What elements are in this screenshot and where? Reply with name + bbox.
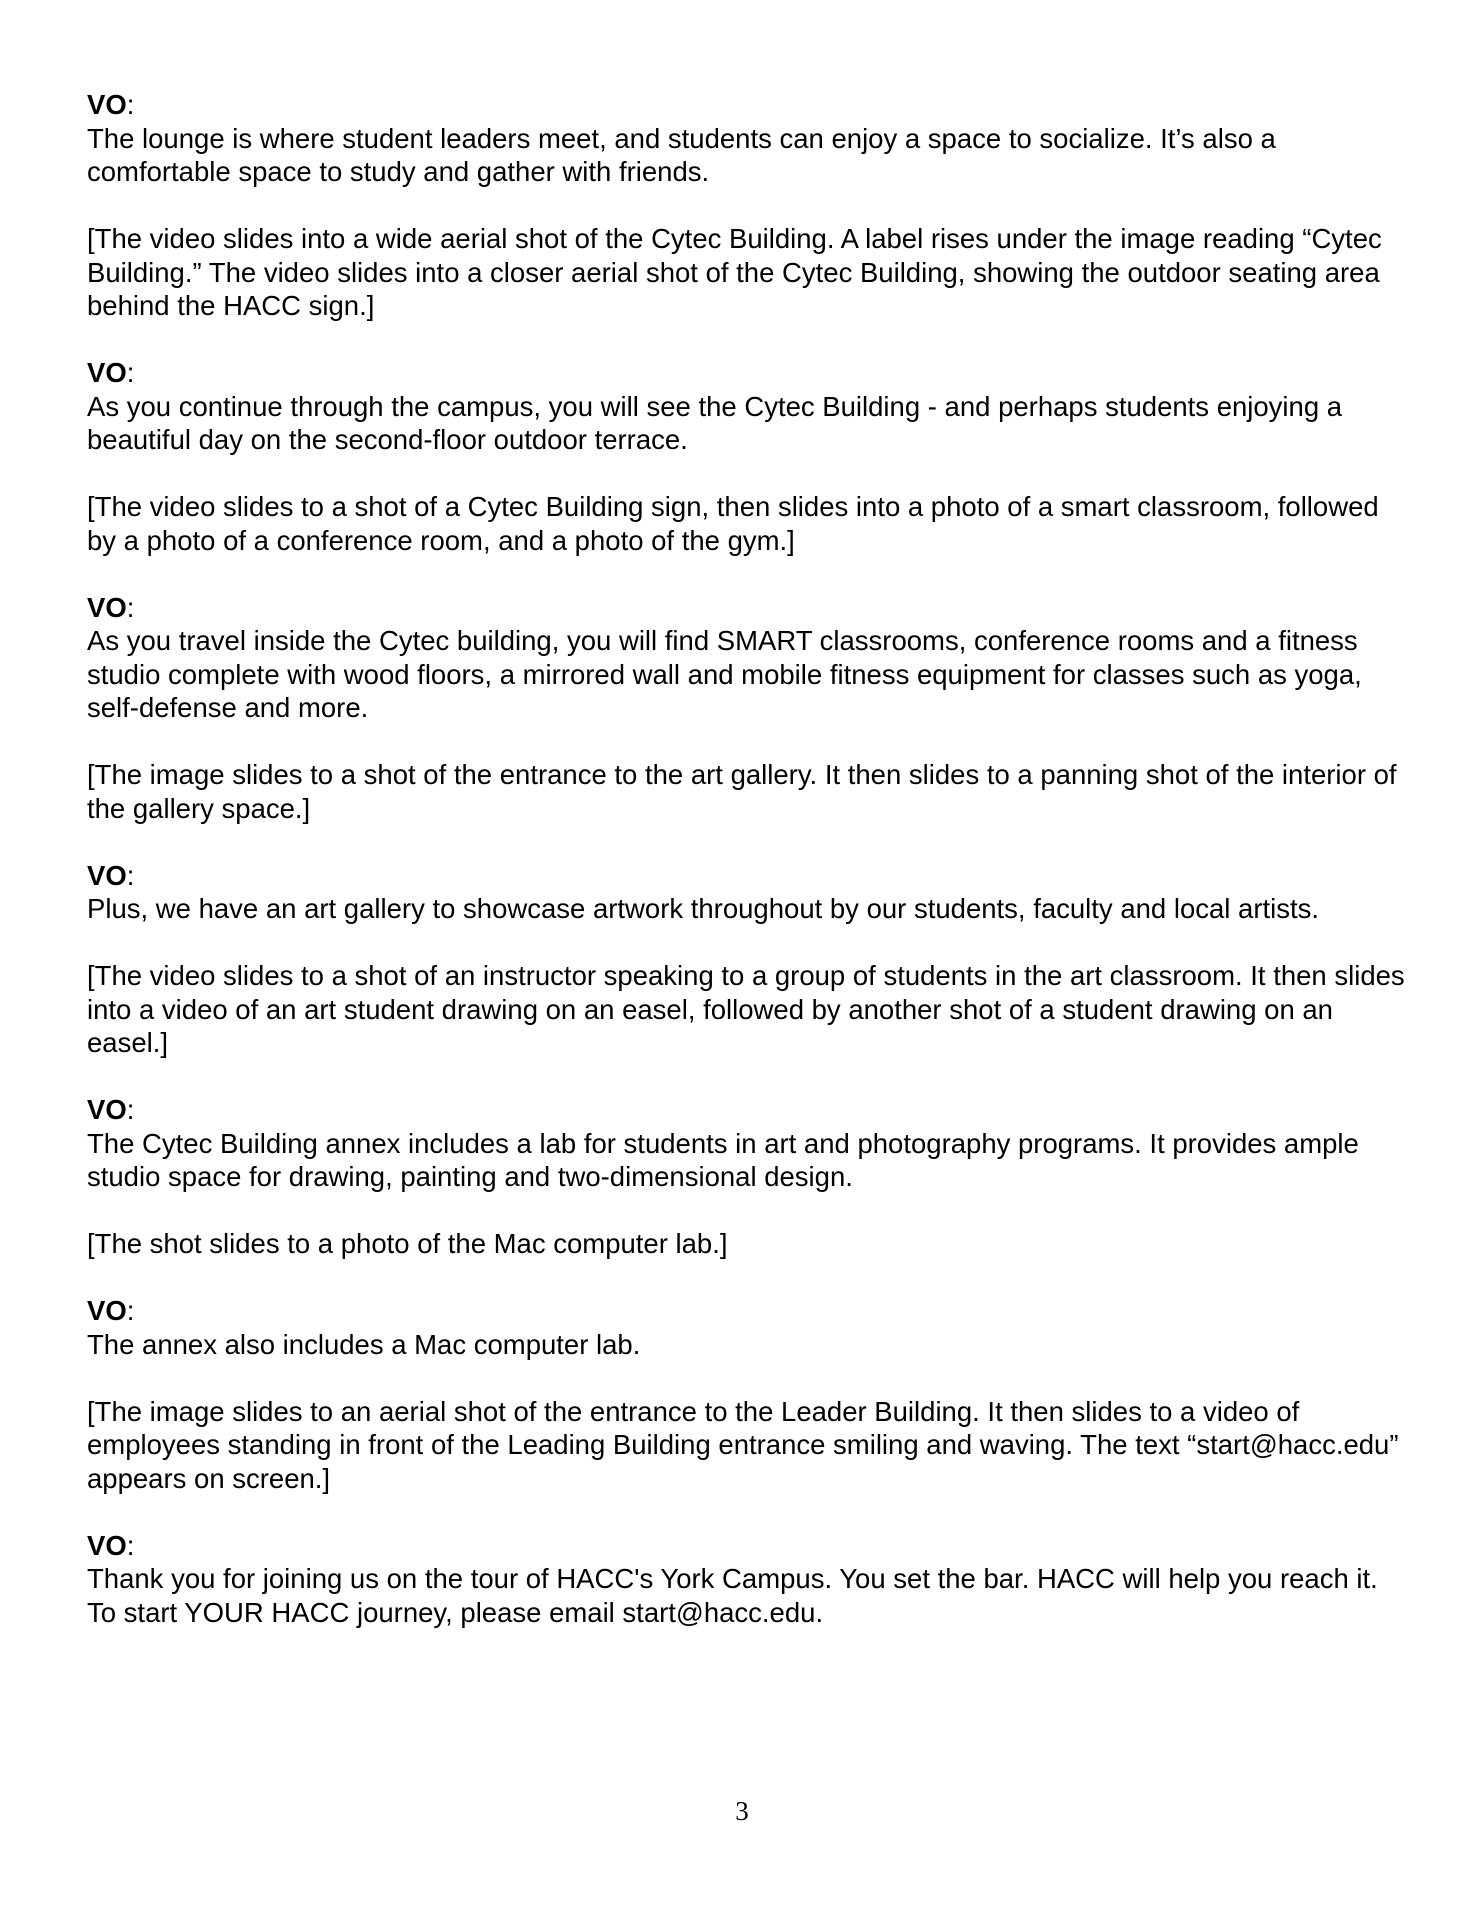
vo-text: The Cytec Building annex includes a lab for students in art and photography programs. It provides ample studio space for drawing, painting and two-dimensional design. — [87, 1127, 1359, 1192]
vo-block — [87, 1529, 1407, 1630]
page-number: 3 — [735, 1796, 749, 1826]
transcript-page — [87, 88, 1407, 1663]
vo-label: VO: — [87, 859, 135, 891]
direction-text: [The shot slides to a photo of the Mac computer lab.] — [87, 1228, 728, 1259]
vo-text: The lounge is where student leaders meet, and students can enjoy a space to socialize. It’s also a comfortable space to study and gather with friends. — [87, 122, 1276, 187]
stage-direction — [87, 222, 1407, 323]
stage-direction — [87, 758, 1407, 825]
vo-label: VO: — [87, 89, 135, 120]
vo-label: VO: — [87, 357, 135, 388]
stage-direction — [87, 490, 1407, 557]
vo-block — [87, 591, 1407, 725]
vo-text: As you continue through the campus, you will see the Cytec Building - and perhaps students enjoying a beautiful day on the second-floor outdoor terrace. — [87, 390, 1343, 455]
vo-text: Plus, we have an art gallery to showcase artwork throughout by our students, faculty and local artists. — [87, 893, 1320, 924]
vo-label: VO: — [87, 1529, 135, 1561]
vo-label: VO: — [87, 591, 135, 623]
direction-text: [The video slides to a shot of an instructor speaking to a group of students in the art classroom. It then slides into a video of an art student drawing on an easel, followed by another shot of a student drawing on an easel.] — [87, 960, 1405, 1058]
vo-label: VO: — [87, 1094, 135, 1125]
vo-text: Thank you for joining us on the tour of HACC's York Campus. You set the bar. HACC will help you reach it. To start YOUR HACC journey, please email start@hacc.edu. — [87, 1563, 1378, 1628]
vo-block — [87, 88, 1407, 189]
vo-text: As you travel inside the Cytec building, you will find SMART classrooms, conference rooms and a fitness studio complete with wood floors, a mirrored wall and mobile fitness equipment for classes such as yoga, self-defense and more. — [87, 625, 1362, 723]
vo-block — [87, 1093, 1407, 1194]
vo-block — [87, 1294, 1407, 1361]
stage-direction — [87, 959, 1407, 1060]
vo-label: VO: — [87, 1295, 135, 1326]
vo-block — [87, 859, 1407, 926]
vo-text: The annex also includes a Mac computer lab. — [87, 1328, 641, 1360]
direction-text: [The video slides to a shot of a Cytec Building sign, then slides into a photo of a smart classroom, followed by a photo of a conference room, and a photo of the gym.] — [87, 491, 1379, 556]
direction-text: [The video slides into a wide aerial shot of the Cytec Building. A label rises under the image reading “Cytec Building.” The video slides into a closer aerial shot of the Cytec Building, showing the outdoor seating area behind the HACC sign.] — [87, 223, 1382, 321]
direction-text: [The image slides to a shot of the entrance to the art gallery. It then slides to a panning shot of the interior of the gallery space.] — [87, 759, 1397, 824]
direction-text: [The image slides to an aerial shot of the entrance to the Leader Building. It then slides to a video of employees standing in front of the Leading Building entrance smiling and waving. The text “start@hacc.edu” appears on screen.] — [87, 1395, 1399, 1494]
stage-direction — [87, 1227, 1407, 1261]
stage-direction — [87, 1395, 1407, 1496]
vo-block — [87, 356, 1407, 457]
